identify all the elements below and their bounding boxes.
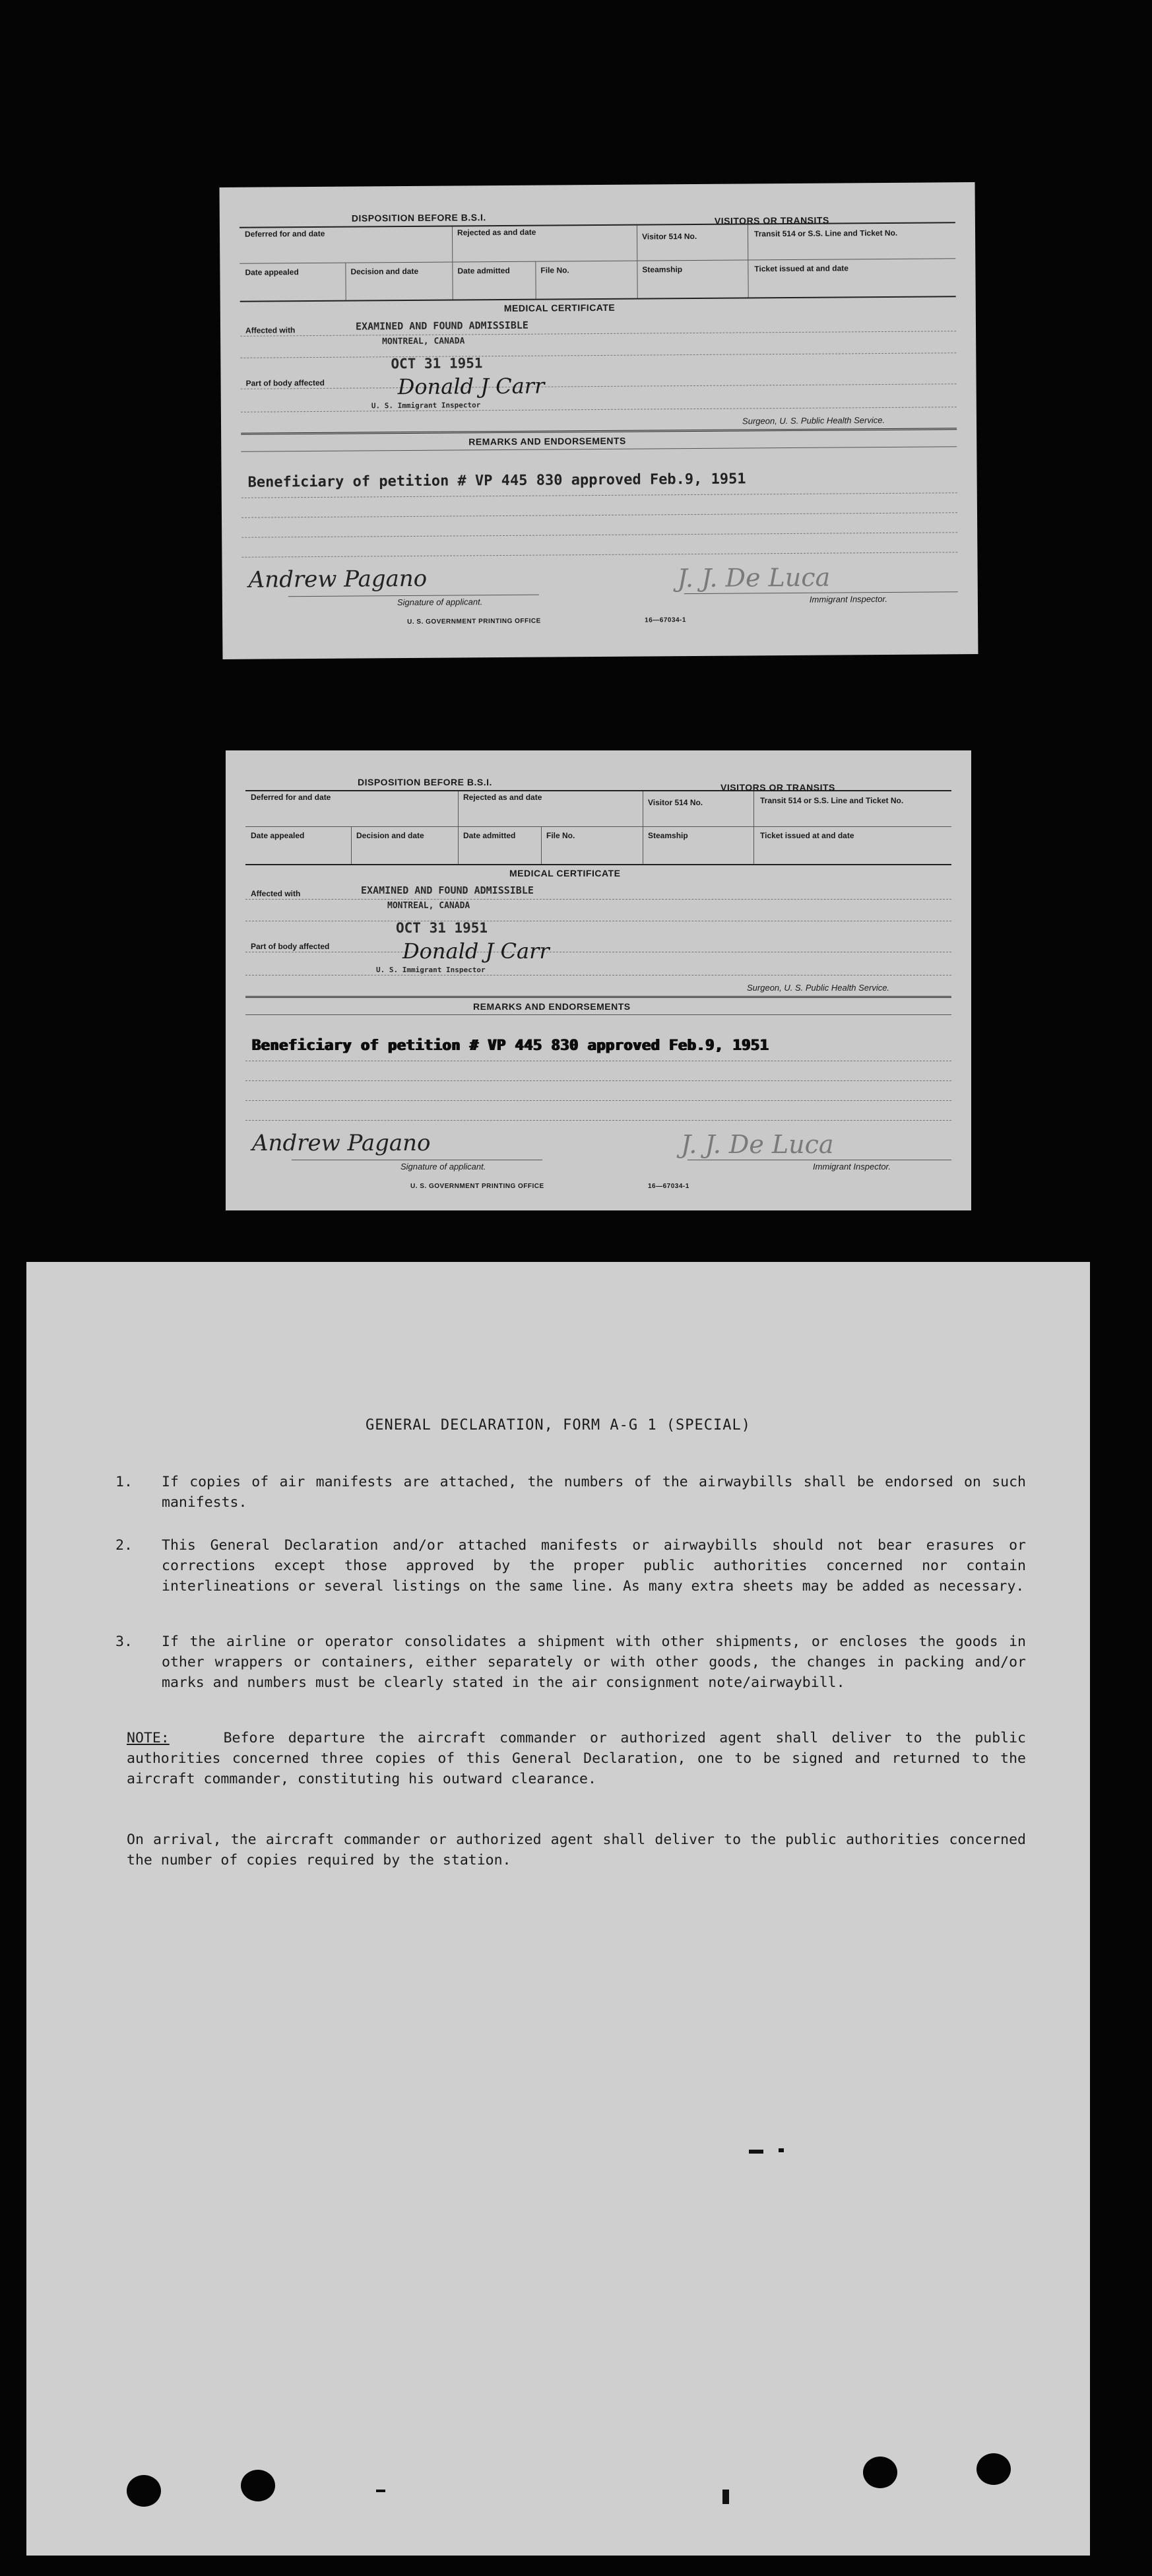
divider — [535, 262, 536, 299]
item-text: This General Declaration and/or attached manifests or airwaybills should not bear erasures or corrections except those approved by the proper public authorities concerned nor contain interlineations or several listings on the same line. As many extra sheets may be added as necessary. — [162, 1537, 1026, 1595]
admission-stamp-line2: MONTREAL, CANADA — [382, 336, 465, 347]
field-transit: Transit 514 or S.S. Line and Ticket No. — [753, 228, 898, 239]
field-deferred: Deferred for and date — [251, 793, 331, 802]
field-file-no: File No. — [540, 265, 569, 275]
field-visitor: Visitor 514 No. — [642, 231, 697, 242]
punch-hole — [863, 2457, 897, 2488]
divider — [458, 791, 459, 864]
remarks-text: Beneficiary of petition # VP 445 830 approved Feb.9, 1951 — [247, 471, 746, 491]
stamp-signature: Donald J Carr — [402, 939, 550, 964]
declaration-title: GENERAL DECLARATION, FORM A-G 1 (SPECIAL) — [365, 1417, 752, 1434]
admission-stamp-line4: U. S. Immigrant Inspector — [371, 401, 481, 411]
visitors-transits-header: VISITORS OR TRANSITS — [714, 215, 829, 226]
admission-stamp-line4: U. S. Immigrant Inspector — [376, 966, 486, 974]
divider — [288, 595, 539, 597]
immigration-card-1 — [220, 182, 978, 659]
divider — [245, 1014, 951, 1015]
surgeon-label: Surgeon, U. S. Public Health Service. — [742, 414, 885, 426]
remarks-text: Beneficiary of petition # VP 445 830 approved Feb.9, 1951 — [252, 1038, 769, 1054]
field-rejected: Rejected as and date — [463, 793, 542, 802]
affected-with-label: Affected with — [245, 325, 296, 335]
field-deferred: Deferred for and date — [244, 228, 325, 239]
admission-stamp-date: OCT 31 1951 — [396, 920, 488, 936]
field-decision: Decision and date — [356, 831, 424, 840]
divider — [245, 864, 951, 865]
divider — [351, 827, 352, 864]
medical-certificate-title: MEDICAL CERTIFICATE — [509, 868, 621, 878]
general-declaration-page — [26, 1262, 1090, 2556]
applicant-signature: Andrew Pagano — [252, 1130, 431, 1156]
form-number: 16—67034-1 — [648, 1183, 689, 1190]
printing-office: U. S. GOVERNMENT PRINTING OFFICE — [410, 1183, 544, 1190]
surgeon-label: Surgeon, U. S. Public Health Service. — [747, 983, 890, 993]
arrival-paragraph: On arrival, the aircraft commander or authorized agent shall deliver to the public authorities concerned the number of copies required by the station. — [127, 1832, 1026, 1868]
divider — [241, 446, 957, 452]
instruction-item-3 — [115, 1632, 1026, 1693]
note-paragraph — [127, 1728, 1026, 1789]
field-visitor: Visitor 514 No. — [648, 798, 703, 807]
form-number: 16—67034-1 — [645, 616, 686, 624]
divider — [241, 532, 957, 538]
item-number: 3. — [115, 1634, 133, 1650]
field-date-admitted: Date admitted — [457, 265, 510, 276]
field-date-admitted: Date admitted — [463, 831, 516, 840]
stamp-signature: Donald J Carr — [397, 373, 545, 400]
note-text: Before departure the aircraft commander or authorized agent shall deliver to the public authorities concerned three copies of this General Declaration, one to be signed and returned to the aircraft commander, constituting his outward clearance. — [127, 1730, 1027, 1787]
divider — [241, 492, 957, 498]
punch-hole — [241, 2470, 275, 2501]
field-transit: Transit 514 or S.S. Line and Ticket No. — [760, 796, 904, 805]
punch-hole — [127, 2475, 161, 2507]
instruction-item-1 — [115, 1472, 1026, 1513]
divider — [245, 1100, 951, 1101]
admission-stamp-line1: EXAMINED AND FOUND ADMISSIBLE — [361, 884, 534, 896]
disposition-header: DISPOSITION BEFORE B.S.I. — [351, 212, 486, 224]
divider — [241, 552, 957, 558]
inspector-label: Immigrant Inspector. — [813, 1162, 891, 1172]
note-label: NOTE: — [127, 1730, 170, 1746]
divider — [345, 263, 346, 300]
divider — [245, 790, 951, 791]
inspector-signature: J. J. De Luca — [677, 562, 831, 593]
divider — [241, 512, 957, 518]
item-text: If copies of air manifests are attached, the numbers of the airwaybills shall be endorsed on such manifests. — [162, 1474, 1026, 1511]
speck — [779, 2148, 784, 2152]
divider — [245, 899, 951, 900]
inspector-signature: J. J. De Luca — [681, 1130, 834, 1159]
divider — [452, 227, 453, 300]
divider — [240, 222, 955, 228]
applicant-signature: Andrew Pagano — [248, 565, 428, 593]
field-ticket-issued: Ticket issued at and date — [760, 831, 854, 840]
divider — [748, 224, 749, 297]
divider — [541, 827, 542, 864]
field-steamship: Steamship — [648, 831, 688, 840]
disposition-header: DISPOSITION BEFORE B.S.I. — [358, 777, 492, 787]
medical-certificate-title: MEDICAL CERTIFICATE — [503, 302, 616, 314]
affected-with-label: Affected with — [251, 889, 301, 898]
divider — [241, 383, 957, 389]
divider — [241, 428, 957, 435]
field-ticket-issued: Ticket issued at and date — [754, 263, 848, 274]
part-of-body-label: Part of body affected — [245, 378, 325, 388]
admission-stamp-line1: EXAMINED AND FOUND ADMISSIBLE — [355, 319, 528, 333]
divider — [245, 1080, 951, 1081]
applicant-label: Signature of applicant. — [400, 1162, 486, 1172]
field-date-appealed: Date appealed — [245, 267, 299, 277]
visitors-transits-header: VISITORS OR TRANSITS — [720, 782, 835, 793]
remarks-title: REMARKS AND ENDORSEMENTS — [473, 1001, 631, 1012]
divider — [245, 996, 951, 998]
immigration-card-2 — [226, 750, 971, 1210]
field-decision: Decision and date — [350, 266, 419, 277]
applicant-label: Signature of applicant. — [397, 597, 483, 608]
field-steamship: Steamship — [642, 265, 683, 275]
punch-hole — [976, 2453, 1011, 2485]
divider — [240, 296, 956, 302]
item-number: 1. — [115, 1474, 133, 1490]
divider — [245, 1120, 951, 1121]
speck — [722, 2490, 729, 2504]
inspector-label: Immigrant Inspector. — [809, 593, 887, 605]
item-number: 2. — [115, 1537, 133, 1554]
instruction-item-2 — [115, 1535, 1026, 1597]
field-date-appealed: Date appealed — [251, 831, 305, 840]
divider — [753, 791, 754, 864]
divider — [241, 407, 957, 413]
admission-stamp-line2: MONTREAL, CANADA — [387, 901, 470, 911]
divider — [240, 352, 956, 358]
field-rejected: Rejected as and date — [457, 227, 536, 238]
admission-stamp-date: OCT 31 1951 — [391, 355, 483, 372]
printing-office: U. S. GOVERNMENT PRINTING OFFICE — [407, 617, 541, 626]
speck — [376, 2490, 385, 2492]
part-of-body-label: Part of body affected — [251, 942, 330, 951]
divider — [240, 331, 956, 337]
remarks-title: REMARKS AND ENDORSEMENTS — [468, 435, 626, 447]
speck — [749, 2150, 763, 2154]
item-text: If the airline or operator consolidates a shipment with other shipments, or encloses the goods in other wrappers or containers, either separately or with other goods, the changes in packing and/or marks and numbers must be clearly stated in the air consignment note/airwaybill. — [162, 1634, 1026, 1691]
field-file-no: File No. — [546, 831, 575, 840]
divider — [637, 226, 638, 298]
